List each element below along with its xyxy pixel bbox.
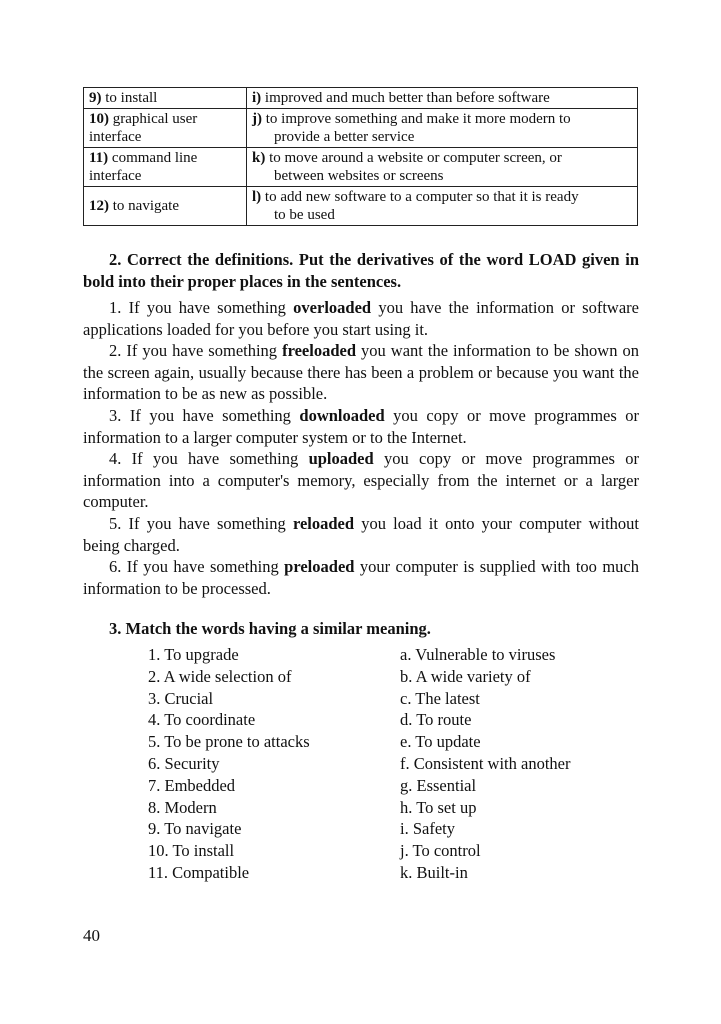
definition-cell: [247, 187, 638, 226]
left-word: 8. Modern: [148, 797, 217, 817]
sentence: [83, 405, 639, 448]
section-2-heading: [83, 249, 639, 293]
sentence: [83, 448, 639, 513]
term-cell: [84, 187, 247, 226]
sentence: [83, 556, 639, 599]
section-heading-text: Match the words having a similar meaning.: [125, 619, 431, 638]
left-word: 4. To coordinate: [148, 710, 256, 730]
right-word: g. Essential: [400, 775, 477, 795]
list-item: [148, 862, 628, 884]
term-text: command line interface: [89, 150, 198, 184]
term-number: 12): [89, 198, 109, 214]
page-number: 40: [83, 926, 100, 945]
term-cell: [84, 148, 247, 187]
term-cell: [84, 88, 247, 109]
table-row: [84, 148, 638, 187]
list-item: [148, 818, 628, 840]
term-text: graphical user interface: [89, 111, 198, 145]
definition-text-continued: provide a better service: [274, 129, 415, 145]
table-row: [84, 187, 638, 226]
definition-text: to move around a website or computer screen, or: [269, 150, 562, 166]
list-item: [148, 709, 628, 731]
definition-text-continued: between websites or screens: [274, 168, 444, 184]
right-word: d. To route: [400, 710, 472, 730]
term-text: to navigate: [112, 198, 179, 214]
bold-word: downloaded: [299, 405, 385, 425]
term-text: to install: [105, 90, 158, 106]
sentence-end: you have the information or software applications loaded for you before you start using it.: [83, 298, 639, 339]
list-item: [148, 688, 628, 710]
bold-word: uploaded: [308, 449, 374, 469]
left-word: 3. Crucial: [148, 688, 214, 708]
definition-cell: [247, 148, 638, 187]
table-row: [84, 109, 638, 148]
list-item: [148, 753, 628, 775]
table-row: [84, 88, 638, 109]
definition-letter: j): [252, 111, 262, 127]
right-word: a. Vulnerable to viruses: [400, 645, 556, 664]
matching-list: [148, 644, 628, 884]
sentence-end: you want the information to be shown on the screen again, usually because there has been a problem or because you want the information to be as new as possible.: [83, 341, 639, 404]
definition-cell: [247, 88, 638, 109]
left-word: 1. To upgrade: [148, 645, 239, 664]
sentence-start: 6. If you have something: [109, 557, 285, 577]
sentence-start: 3. If you have something: [109, 405, 300, 425]
left-word: 10. To install: [148, 841, 235, 861]
definition-text: improved and much better than before software: [264, 90, 550, 106]
section-heading-text: Correct the definitions. Put the derivatives of the word LOAD given in bold into their proper places in the sentences.: [83, 250, 639, 291]
sentence: [83, 513, 639, 556]
term-number: 10): [89, 111, 109, 127]
term-number: 9): [89, 90, 102, 106]
left-word: 11. Compatible: [148, 862, 250, 882]
bold-word: reloaded: [292, 513, 355, 533]
sentence: [83, 340, 639, 405]
bold-word: freeloaded: [282, 341, 357, 361]
sentence-start: 2. If you have something: [109, 341, 283, 361]
section-3-heading: [83, 618, 639, 640]
right-word: f. Consistent with another: [400, 753, 571, 773]
left-word: 5. To be prone to attacks: [148, 732, 310, 752]
definition-text: to add new software to a computer so that it is ready: [264, 189, 579, 205]
term-number: 11): [89, 150, 109, 166]
definition-letter: k): [252, 150, 266, 166]
list-item: [148, 731, 628, 753]
sentence-start: 4. If you have something: [109, 449, 309, 469]
list-item: [148, 666, 628, 688]
list-item: [148, 775, 628, 797]
section-number: 2.: [109, 250, 122, 269]
right-word: h. To set up: [400, 797, 477, 817]
left-word: 2. A wide selection of: [148, 666, 292, 686]
right-word: j. To control: [400, 841, 481, 861]
definition-cell: [247, 109, 638, 148]
left-word: 7. Embedded: [148, 775, 236, 795]
sentence-end: you copy or move programmes or information to a larger computer system or to the Internet.: [83, 405, 639, 447]
list-item: [148, 644, 628, 666]
right-word: i. Safety: [400, 819, 455, 839]
sentence-end: you load it onto your computer without being charged.: [83, 513, 639, 555]
list-item: [148, 797, 628, 819]
sentence-start: 1. If you have something: [109, 298, 294, 317]
bold-word: preloaded: [284, 557, 355, 577]
right-word: b. A wide variety of: [400, 666, 531, 686]
right-word: c. The latest: [400, 688, 480, 708]
definition-text: to improve something and make it more modern to: [265, 111, 571, 127]
left-word: 9. To navigate: [148, 819, 242, 839]
bold-word: overloaded: [293, 298, 372, 317]
term-cell: [84, 109, 247, 148]
sentence: [83, 297, 639, 340]
definitions-table: [83, 87, 638, 226]
sentence-end: you copy or move programmes or information into a computer's memory, especially from the internet or a larger computer.: [83, 449, 639, 512]
definition-letter: i): [252, 90, 262, 106]
sentence-end: your computer is supplied with too much information to be processed.: [83, 557, 639, 598]
left-word: 6. Security: [148, 753, 220, 773]
sentence-start: 5. If you have something: [109, 513, 293, 533]
definition-text-continued: to be used: [274, 207, 335, 223]
right-word: k. Built-in: [400, 862, 468, 882]
right-word: e. To update: [400, 732, 481, 752]
list-item: [148, 840, 628, 862]
section-2-sentences: [83, 297, 639, 599]
section-number: 3.: [109, 619, 122, 638]
definition-letter: l): [252, 189, 262, 205]
